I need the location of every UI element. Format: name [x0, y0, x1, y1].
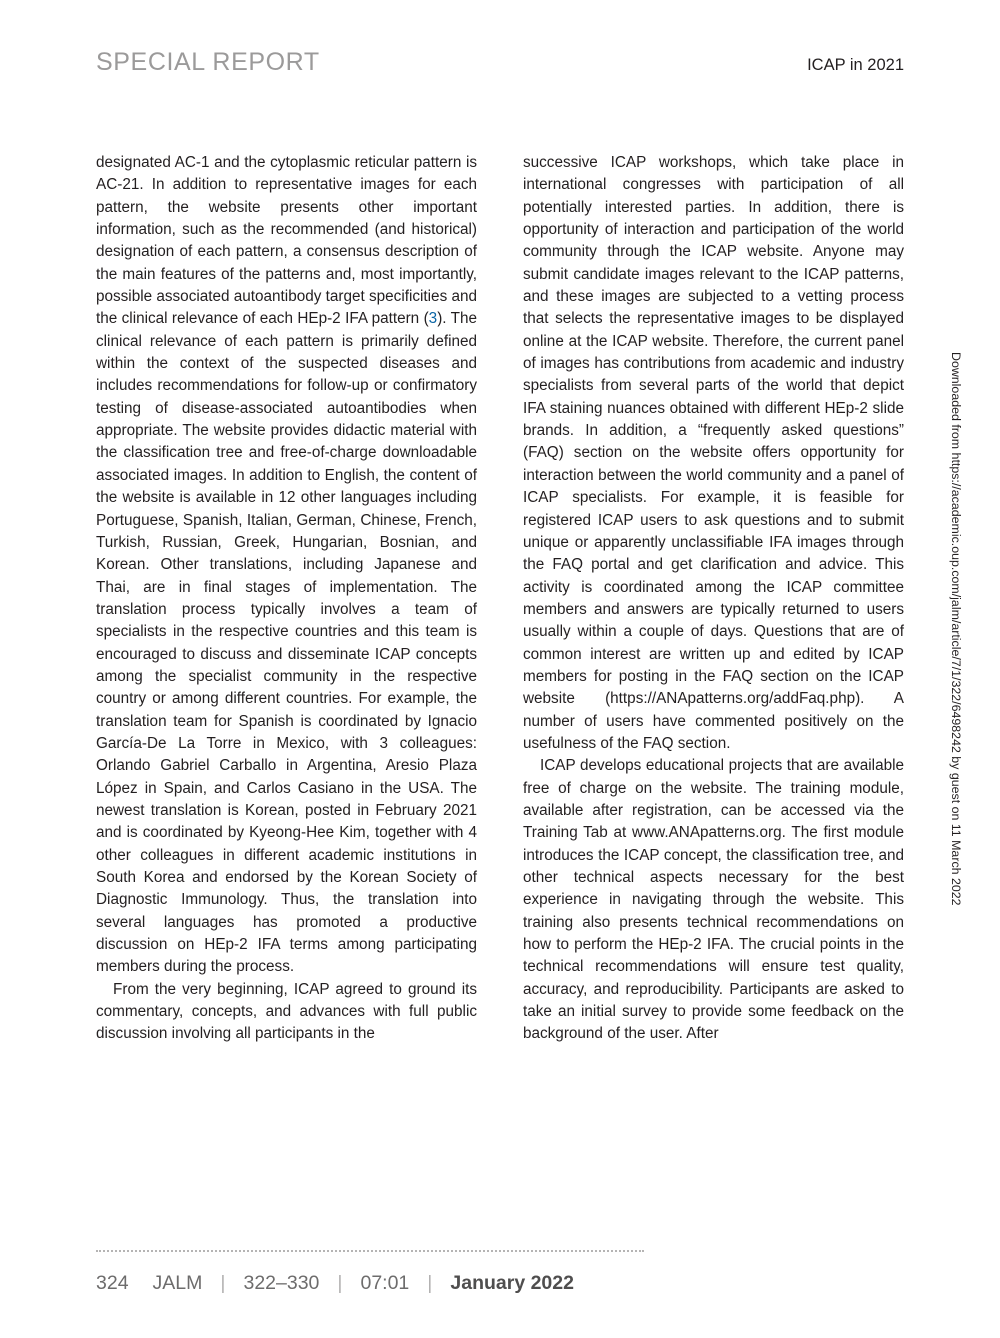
footer-divider: [96, 1250, 644, 1252]
paragraph: [96, 152, 477, 979]
download-note: [949, 352, 972, 992]
footer-issue: 07:01: [360, 1271, 410, 1294]
paragraph-text-after-ref: ). The clinical relevance of each pattern is primarily defined within the context of the suspected diseases and includes recommendations for follow-up or confirmatory testing of disease-associated autoantibodies when appropriate. The website provides didactic material with the classification tree and free-of-charge downloadable associated images. In addition to English, the content of the website is available in 12 other languages including Portuguese, Spanish, Italian, German, Chinese, French, Turkish, Russian, Greek, Hungarian, Bosnian, and Korean. Other translations, including Japanese and Thai, are in final stages of implementation. The translation process typically involves a team of specialists in the respective countries and this team is encouraged to discuss and disseminate ICAP concepts among the specialist community in the respective country or among different countries. For example, the translation team for Spanish is coordinated by Ignacio García-De La Torre in Mexico, with 3 colleagues: Orlando Gabriel Carballo in Argentina, Aresio Plaza López in Spain, and Carlos Casiano in the USA. The newest translation is Korean, posted in February 2021 and is coordinated by Kyeong-Hee Kim, together with 4 other colleagues in different academic institutions in South Korea and endorsed by the Korean Society of Diagnostic Immunology. Thus, the translation into several languages has promoted a productive discussion on HEp-2 IFA terms among participating members during the process.: [96, 310, 477, 976]
body-columns: [96, 152, 904, 1197]
footer-page-range: 322–330: [243, 1271, 320, 1294]
footer-page-number: 324: [96, 1271, 129, 1294]
column-left: [96, 152, 477, 1046]
paragraph: ICAP develops educational projects that are available free of charge on the website. The training module, available after registration, can be accessed via the Training Tab at www.ANApatterns.org. The first module introduces the ICAP concept, the classification tree, and other technical aspects necessary for the best experience in navigating through the website. This training also presents technical recommendations on how to perform the HEp-2 IFA. The crucial points in the technical recommendations will ensure test quality, accuracy, and reproducibility. Participants are asked to take an initial survey to provide some feedback on the background of the user. After: [523, 757, 904, 1043]
paragraph-text-before-ref: designated AC-1 and the cytoplasmic reticular pattern is AC-21. In addition to representative images for each pattern, the website presents other important information, such as the recommended (and historical) designation of each pattern, a consensus description of the main features of the patterns and, most importantly, possible associated autoantibody target specificities and the clinical relevance of each HEp-2 IFA pattern (: [96, 154, 477, 328]
paragraph: successive ICAP workshops, which take place in international congresses with participation of all potentially interested parties. In addition, there is opportunity of interaction and participation of the world community through the ICAP website. Anyone may submit candidate images relevant to the ICAP patterns, and these images are subjected to a vetting process that selects the representative images to be displayed online at the ICAP website. Therefore, the current panel of images has contributions from academic and industry specialists from several parts of the world that depict IFA staining nuances obtained with different HEp-2 slide brands. In addition, a “frequently asked questions” (FAQ) section on the website offers opportunity for interaction between the world community and a panel of ICAP specialists. For example, it is feasible for registered ICAP users to ask questions and to submit unique or apparently unclassifiable IFA images through the FAQ portal and get clarification and advice. This activity is coordinated among the ICAP committee members and answers are typically returned to users usually within a couple of days. Questions that are of common interest are written up and edited by ICAP members for posting in the FAQ section on the ICAP website (https://ANApatterns.org/addFaq.php). A number of users have commented positively on the usefulness of the FAQ section.: [523, 154, 904, 752]
footer-separator: |: [337, 1271, 343, 1294]
page-footer: [96, 1268, 796, 1298]
paragraph: From the very beginning, ICAP agreed to ground its commentary, concepts, and advances with full public discussion involving all participants in the: [96, 980, 477, 1043]
download-note-text: Downloaded from https://academic.oup.com/jalm/article/7/1/322/6498242 by guest on 11 March 2022: [949, 352, 963, 906]
footer-separator: |: [220, 1271, 226, 1294]
section-label: SPECIAL REPORT: [96, 48, 320, 76]
page-header: [96, 48, 904, 92]
column-right: [523, 152, 904, 1046]
reference-link[interactable]: 3: [428, 310, 438, 328]
footer-date: January 2022: [450, 1271, 574, 1294]
running-title: ICAP in 2021: [807, 56, 904, 74]
footer-separator: |: [427, 1271, 433, 1294]
footer-journal: JALM: [152, 1271, 203, 1294]
